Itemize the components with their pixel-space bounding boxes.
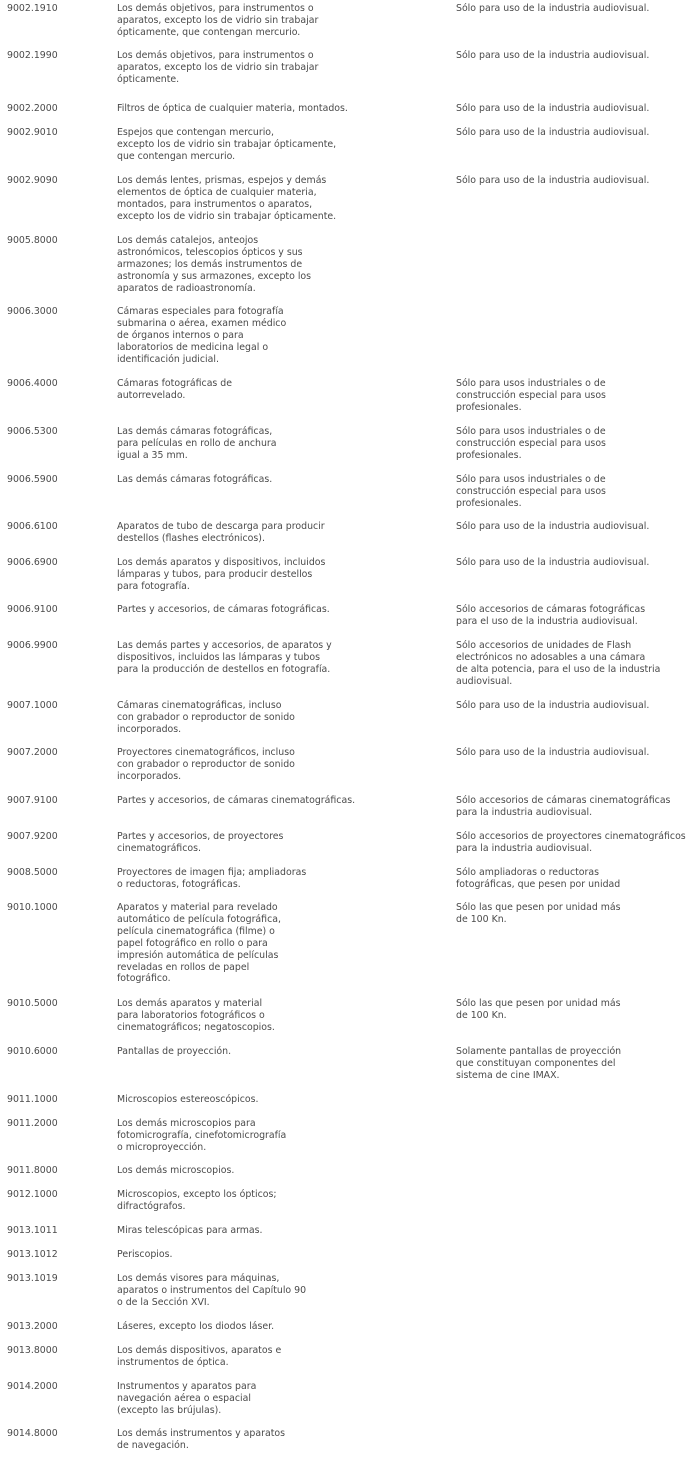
description: Proyectores de imagen fija; ampliadoras o reductoras, fotográficas. (117, 867, 307, 890)
description: Cámaras especiales para fotografía submarina o aérea, examen médico de órganos internos o para laboratorios de medicina legal o identificación judicial. (117, 306, 287, 365)
description: Pantallas de proyección. (117, 1046, 232, 1057)
restriction-note: Sólo accesorios de cámaras fotográficas para el uso de la industria audiovisual. (456, 604, 646, 627)
tariff-code: 9013.2000 (7, 1321, 58, 1332)
tariff-code: 9002.9090 (7, 175, 58, 186)
restriction-note: Sólo para uso de la industria audiovisual. (456, 700, 650, 711)
description: Proyectores cinematográficos, incluso con grabador o reproductor de sonido incorporados. (117, 747, 295, 782)
tariff-code: 9006.6900 (7, 557, 58, 568)
restriction-note: Sólo para uso de la industria audiovisual. (456, 127, 650, 138)
restriction-note: Sólo accesorios de unidades de Flash electrónicos no adosables a una cámara de alta potencia, para el uso de la industria audiovisual. (456, 640, 661, 687)
restriction-note: Sólo para usos industriales o de construcción especial para usos profesionales. (456, 378, 606, 413)
description: Microscopios estereoscópicos. (117, 1094, 259, 1105)
description: Las demás partes y accesorios, de aparatos y dispositivos, incluidos las lámparas y tubos para la producción de destellos en fotografía. (117, 640, 332, 675)
description: Cámaras cinematográficas, incluso con grabador o reproductor de sonido incorporados. (117, 700, 295, 735)
tariff-code: 9006.6100 (7, 521, 58, 532)
restriction-note: Solamente pantallas de proyección que constituyan componentes del sistema de cine IMAX. (456, 1046, 622, 1081)
tariff-code: 9013.1012 (7, 1249, 58, 1260)
tariff-code: 9002.2000 (7, 103, 58, 114)
tariff-code: 9002.1910 (7, 3, 58, 14)
restriction-note: Sólo para uso de la industria audiovisual. (456, 747, 650, 758)
tariff-code: 9013.1019 (7, 1273, 58, 1284)
tariff-code: 9002.9010 (7, 127, 58, 138)
restriction-note: Sólo para uso de la industria audiovisual. (456, 521, 650, 532)
description: Partes y accesorios, de proyectores cinematográficos. (117, 831, 284, 854)
tariff-code: 9006.5300 (7, 426, 58, 437)
description: Los demás lentes, prismas, espejos y demás elementos de óptica de cualquier materia, montados, para instrumentos o aparatos, excepto los de vidrio sin trabajar ópticamente. (117, 175, 337, 222)
tariff-code: 9007.1000 (7, 700, 58, 711)
description: Los demás aparatos y dispositivos, incluidos lámparas y tubos, para producir destellos para fotografía. (117, 557, 326, 592)
description: Los demás objetivos, para instrumentos o aparatos, excepto los de vidrio sin trabajar ópticamente, que contengan mercurio. (117, 3, 319, 38)
tariff-code: 9012.1000 (7, 1189, 58, 1200)
description: Los demás microscopios para fotomicrografía, cinefotomicrografía o microproyección. (117, 1118, 287, 1153)
tariff-code: 9007.9100 (7, 795, 58, 806)
description: Las demás cámaras fotográficas. (117, 474, 273, 485)
description: Microscopios, excepto los ópticos; difractógrafos. (117, 1189, 277, 1212)
restriction-note: Sólo las que pesen por unidad más de 100 Kn. (456, 902, 621, 925)
restriction-note: Sólo accesorios de proyectores cinematográficos para la industria audiovisual. (456, 831, 686, 854)
tariff-code: 9014.2000 (7, 1381, 58, 1392)
tariff-code: 9006.9100 (7, 604, 58, 615)
restriction-note: Sólo para usos industriales o de construcción especial para usos profesionales. (456, 474, 606, 509)
restriction-note: Sólo para uso de la industria audiovisual. (456, 103, 650, 114)
tariff-code: 9002.1990 (7, 50, 58, 61)
description: Aparatos de tubo de descarga para producir destellos (flashes electrónicos). (117, 521, 325, 544)
description: Espejos que contengan mercurio, excepto los de vidrio sin trabajar ópticamente, que contengan mercurio. (117, 127, 337, 162)
description: Instrumentos y aparatos para navegación aérea o espacial (excepto las brújulas). (117, 1381, 257, 1416)
tariff-code: 9010.1000 (7, 902, 58, 913)
description: Partes y accesorios, de cámaras fotográficas. (117, 604, 330, 615)
description: Los demás aparatos y material para laboratorios fotográficos o cinematográficos; negatoscopios. (117, 998, 275, 1033)
description: Aparatos y material para revelado automático de película fotográfica, película cinematográfica (filme) o papel fotográfico en rollo o para impresión automática de películas reveladas en rollos de papel fotográfico. (117, 902, 281, 985)
tariff-code: 9011.8000 (7, 1165, 58, 1176)
description: Periscopios. (117, 1249, 173, 1260)
tariff-code: 9005.8000 (7, 235, 58, 246)
tariff-code: 9006.5900 (7, 474, 58, 485)
description: Las demás cámaras fotográficas, para películas en rollo de anchura igual a 35 mm. (117, 426, 277, 461)
tariff-code: 9006.4000 (7, 378, 58, 389)
tariff-code: 9006.9900 (7, 640, 58, 651)
tariff-code: 9013.8000 (7, 1345, 58, 1356)
restriction-note: Sólo las que pesen por unidad más de 100 Kn. (456, 998, 621, 1021)
description: Cámaras fotográficas de autorrevelado. (117, 378, 233, 401)
restriction-note: Sólo ampliadoras o reductoras fotográficas, que pesen por unidad (456, 867, 621, 890)
description: Los demás microscopios. (117, 1165, 235, 1176)
tariff-code: 9008.5000 (7, 867, 58, 878)
tariff-code: 9007.2000 (7, 747, 58, 758)
description: Miras telescópicas para armas. (117, 1225, 263, 1236)
description: Los demás catalejos, anteojos astronómicos, telescopios ópticos y sus armazones; los demás instrumentos de astronomía y sus armazones, excepto los aparatos de radioastronomía. (117, 235, 312, 294)
tariff-code: 9011.1000 (7, 1094, 58, 1105)
restriction-note: Sólo para uso de la industria audiovisual. (456, 3, 650, 14)
description: Los demás dispositivos, aparatos e instrumentos de óptica. (117, 1345, 282, 1368)
description: Los demás instrumentos y aparatos de navegación. (117, 1428, 286, 1451)
restriction-note: Sólo para uso de la industria audiovisual. (456, 175, 650, 186)
restriction-note: Sólo para uso de la industria audiovisual. (456, 50, 650, 61)
tariff-code: 9006.3000 (7, 306, 58, 317)
tariff-code: 9011.2000 (7, 1118, 58, 1129)
tariff-code: 9007.9200 (7, 831, 58, 842)
description: Los demás objetivos, para instrumentos o aparatos, excepto los de vidrio sin trabajar ópticamente. (117, 50, 319, 85)
tariff-code: 9010.5000 (7, 998, 58, 1009)
tariff-code: 9014.8000 (7, 1428, 58, 1439)
description: Los demás visores para máquinas, aparatos o instrumentos del Capítulo 90 o de la Sección XVI. (117, 1273, 307, 1308)
description: Láseres, excepto los diodos láser. (117, 1321, 275, 1332)
description: Partes y accesorios, de cámaras cinematográficas. (117, 795, 356, 806)
tariff-code: 9013.1011 (7, 1225, 58, 1236)
description: Filtros de óptica de cualquier materia, montados. (117, 103, 348, 114)
restriction-note: Sólo para uso de la industria audiovisual. (456, 557, 650, 568)
restriction-note: Sólo accesorios de cámaras cinematográficas para la industria audiovisual. (456, 795, 671, 818)
tariff-code: 9010.6000 (7, 1046, 58, 1057)
restriction-note: Sólo para usos industriales o de construcción especial para usos profesionales. (456, 426, 606, 461)
